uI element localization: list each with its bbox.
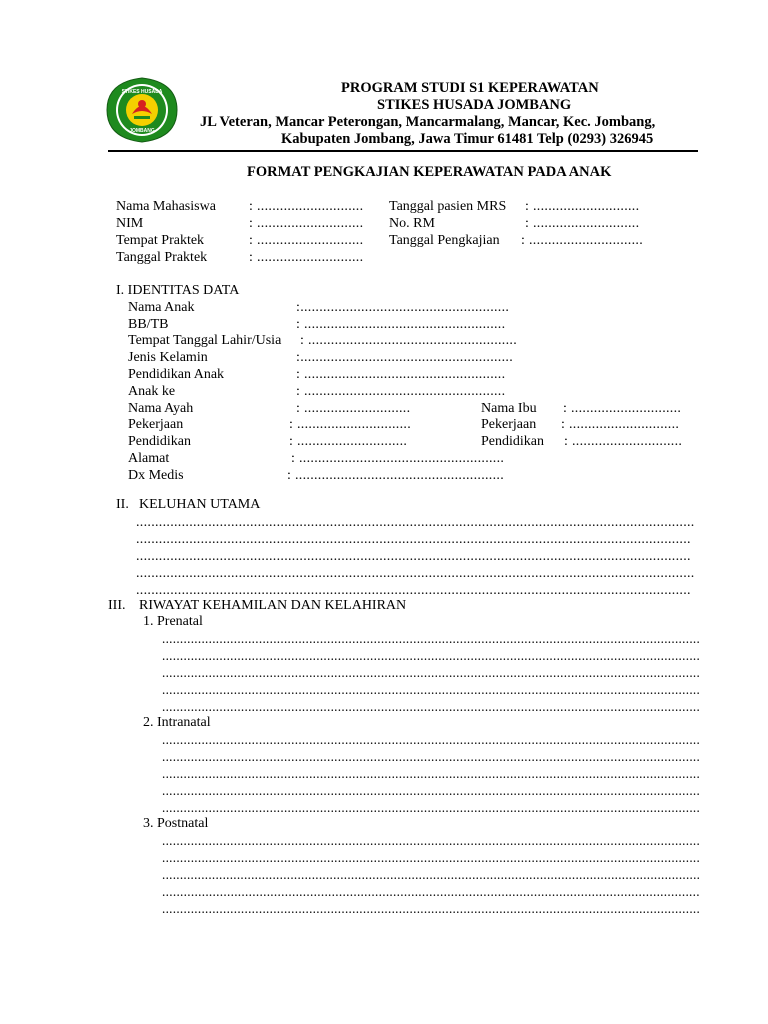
label-alamat: Alamat <box>128 451 170 466</box>
header-line-1: PROGRAM STUDI S1 KEPERAWATAN <box>341 80 599 96</box>
section-riwayat-num: III. <box>108 598 126 613</box>
field-pekerjaan-ibu[interactable]: : ............................. <box>561 417 680 432</box>
field-bbtb[interactable]: : ..................................................... <box>296 317 506 332</box>
postnatal-line[interactable]: ...................................................................................................................................................... <box>162 851 701 866</box>
header-line-3: JL Veteran, Mancar Peterongan, Mancarmalang, Mancar, Kec. Jombang, <box>200 114 656 130</box>
section-keluhan-heading: KELUHAN UTAMA <box>139 497 261 512</box>
logo-bottom-text: JOMBANG <box>129 128 155 134</box>
postnatal-line[interactable]: ....................................................................................................................................................... <box>162 868 701 883</box>
field-pendidikan-ibu[interactable]: : ............................. <box>564 434 683 449</box>
field-tempat-praktek[interactable]: : ............................ <box>249 233 364 248</box>
form-title: FORMAT PENGKAJIAN KEPERAWATAN PADA ANAK <box>247 164 612 180</box>
field-nim[interactable]: : ............................ <box>249 216 364 231</box>
label-tanggal-pengkajian: Tanggal Pengkajian <box>389 233 500 248</box>
intranatal-line[interactable]: ...................................................................................................................................................... <box>162 784 701 799</box>
label-tempat-praktek: Tempat Praktek <box>116 233 205 248</box>
keluhan-line[interactable]: ................................................................................................................................................... <box>136 566 695 581</box>
intranatal-line[interactable]: ...................................................................................................................................................... <box>162 801 701 816</box>
intranatal-line[interactable]: ...................................................................................................................................................... <box>162 733 701 748</box>
prenatal-line[interactable]: ...................................................................................................................................................... <box>162 666 701 681</box>
field-pendidikan-ayah[interactable]: : ............................. <box>289 434 408 449</box>
label-pekerjaan-ibu: Pekerjaan <box>481 417 537 432</box>
prenatal-line[interactable]: ...................................................................................................................................................... <box>162 700 701 715</box>
keluhan-line[interactable]: .................................................................................................................................................. <box>136 549 691 564</box>
field-no-rm[interactable]: : ............................ <box>525 216 640 231</box>
header-rule <box>108 150 698 152</box>
field-tanggal-pengkajian[interactable]: : .............................. <box>521 233 643 248</box>
prenatal-line[interactable]: ...................................................................................................................................................... <box>162 632 701 647</box>
label-pendidikan-ibu: Pendidikan <box>481 434 544 449</box>
postnatal-line[interactable]: ...................................................................................................................................................... <box>162 834 701 849</box>
header-line-2: STIKES HUSADA JOMBANG <box>377 97 572 113</box>
field-nama-ayah[interactable]: : ............................ <box>296 401 411 416</box>
keluhan-line[interactable]: .................................................................................................................................................. <box>136 532 691 547</box>
intranatal-label: 2. Intranatal <box>143 715 211 730</box>
label-ttl: Tempat Tanggal Lahir/Usia <box>128 333 282 348</box>
field-nama-mahasiswa[interactable]: : ............................ <box>249 199 364 214</box>
label-nama-mahasiswa: Nama Mahasiswa <box>116 199 216 214</box>
label-jenis-kelamin: Jenis Kelamin <box>128 350 208 365</box>
postnatal-label: 3. Postnatal <box>143 816 209 831</box>
prenatal-line[interactable]: ...................................................................................................................................................... <box>162 649 701 664</box>
postnatal-line[interactable]: ...................................................................................................................................................... <box>162 902 701 917</box>
field-pendidikan-anak[interactable]: : ..................................................... <box>296 367 506 382</box>
label-pendidikan-ayah: Pendidikan <box>128 434 191 449</box>
keluhan-line[interactable]: .................................................................................................................................................. <box>136 583 691 598</box>
label-nama-ayah: Nama Ayah <box>128 401 194 416</box>
logo-top-text: STIKES HUSADA <box>121 89 163 95</box>
label-nim: NIM <box>116 216 144 231</box>
intranatal-line[interactable]: ...................................................................................................................................................... <box>162 750 701 765</box>
header-line-4: Kabupaten Jombang, Jawa Timur 61481 Telp (0293) 326945 <box>281 131 654 147</box>
field-alamat[interactable]: : ...................................................... <box>291 451 505 466</box>
label-bbtb: BB/TB <box>128 317 169 332</box>
stikes-logo <box>103 74 181 146</box>
label-pekerjaan-ayah: Pekerjaan <box>128 417 184 432</box>
label-no-rm: No. RM <box>389 216 435 231</box>
postnatal-line[interactable]: ..................................................................................................................................................... <box>162 885 700 900</box>
section-riwayat-heading: RIWAYAT KEHAMILAN DAN KELAHIRAN <box>139 598 407 613</box>
field-tanggal-praktek[interactable]: : ............................ <box>249 250 364 265</box>
field-nama-ibu[interactable]: : ............................. <box>563 401 682 416</box>
field-pekerjaan-ayah[interactable]: : .............................. <box>289 417 411 432</box>
section-identitas-heading: I. IDENTITAS DATA <box>116 283 240 298</box>
label-nama-anak: Nama Anak <box>128 300 195 315</box>
intranatal-line[interactable]: ...................................................................................................................................................... <box>162 767 701 782</box>
label-tanggal-mrs: Tanggal pasien MRS <box>389 199 507 214</box>
section-keluhan-num: II. <box>116 497 129 512</box>
keluhan-line[interactable]: ................................................................................................................................................... <box>136 515 695 530</box>
field-nama-anak[interactable]: :....................................................... <box>296 300 510 315</box>
field-jenis-kelamin[interactable]: :........................................................ <box>296 350 513 365</box>
field-tanggal-mrs[interactable]: : ............................ <box>525 199 640 214</box>
label-pendidikan-anak: Pendidikan Anak <box>128 367 225 382</box>
field-anak-ke[interactable]: : ..................................................... <box>296 384 506 399</box>
field-dx-medis[interactable]: : ....................................................... <box>287 468 504 483</box>
label-anak-ke: Anak ke <box>128 384 176 399</box>
prenatal-label: 1. Prenatal <box>143 614 203 629</box>
label-nama-ibu: Nama Ibu <box>481 401 537 416</box>
field-ttl[interactable]: : ....................................................... <box>300 333 517 348</box>
label-tanggal-praktek: Tanggal Praktek <box>116 250 208 265</box>
label-dx-medis: Dx Medis <box>128 468 184 483</box>
prenatal-line[interactable]: ...................................................................................................................................................... <box>162 683 701 698</box>
